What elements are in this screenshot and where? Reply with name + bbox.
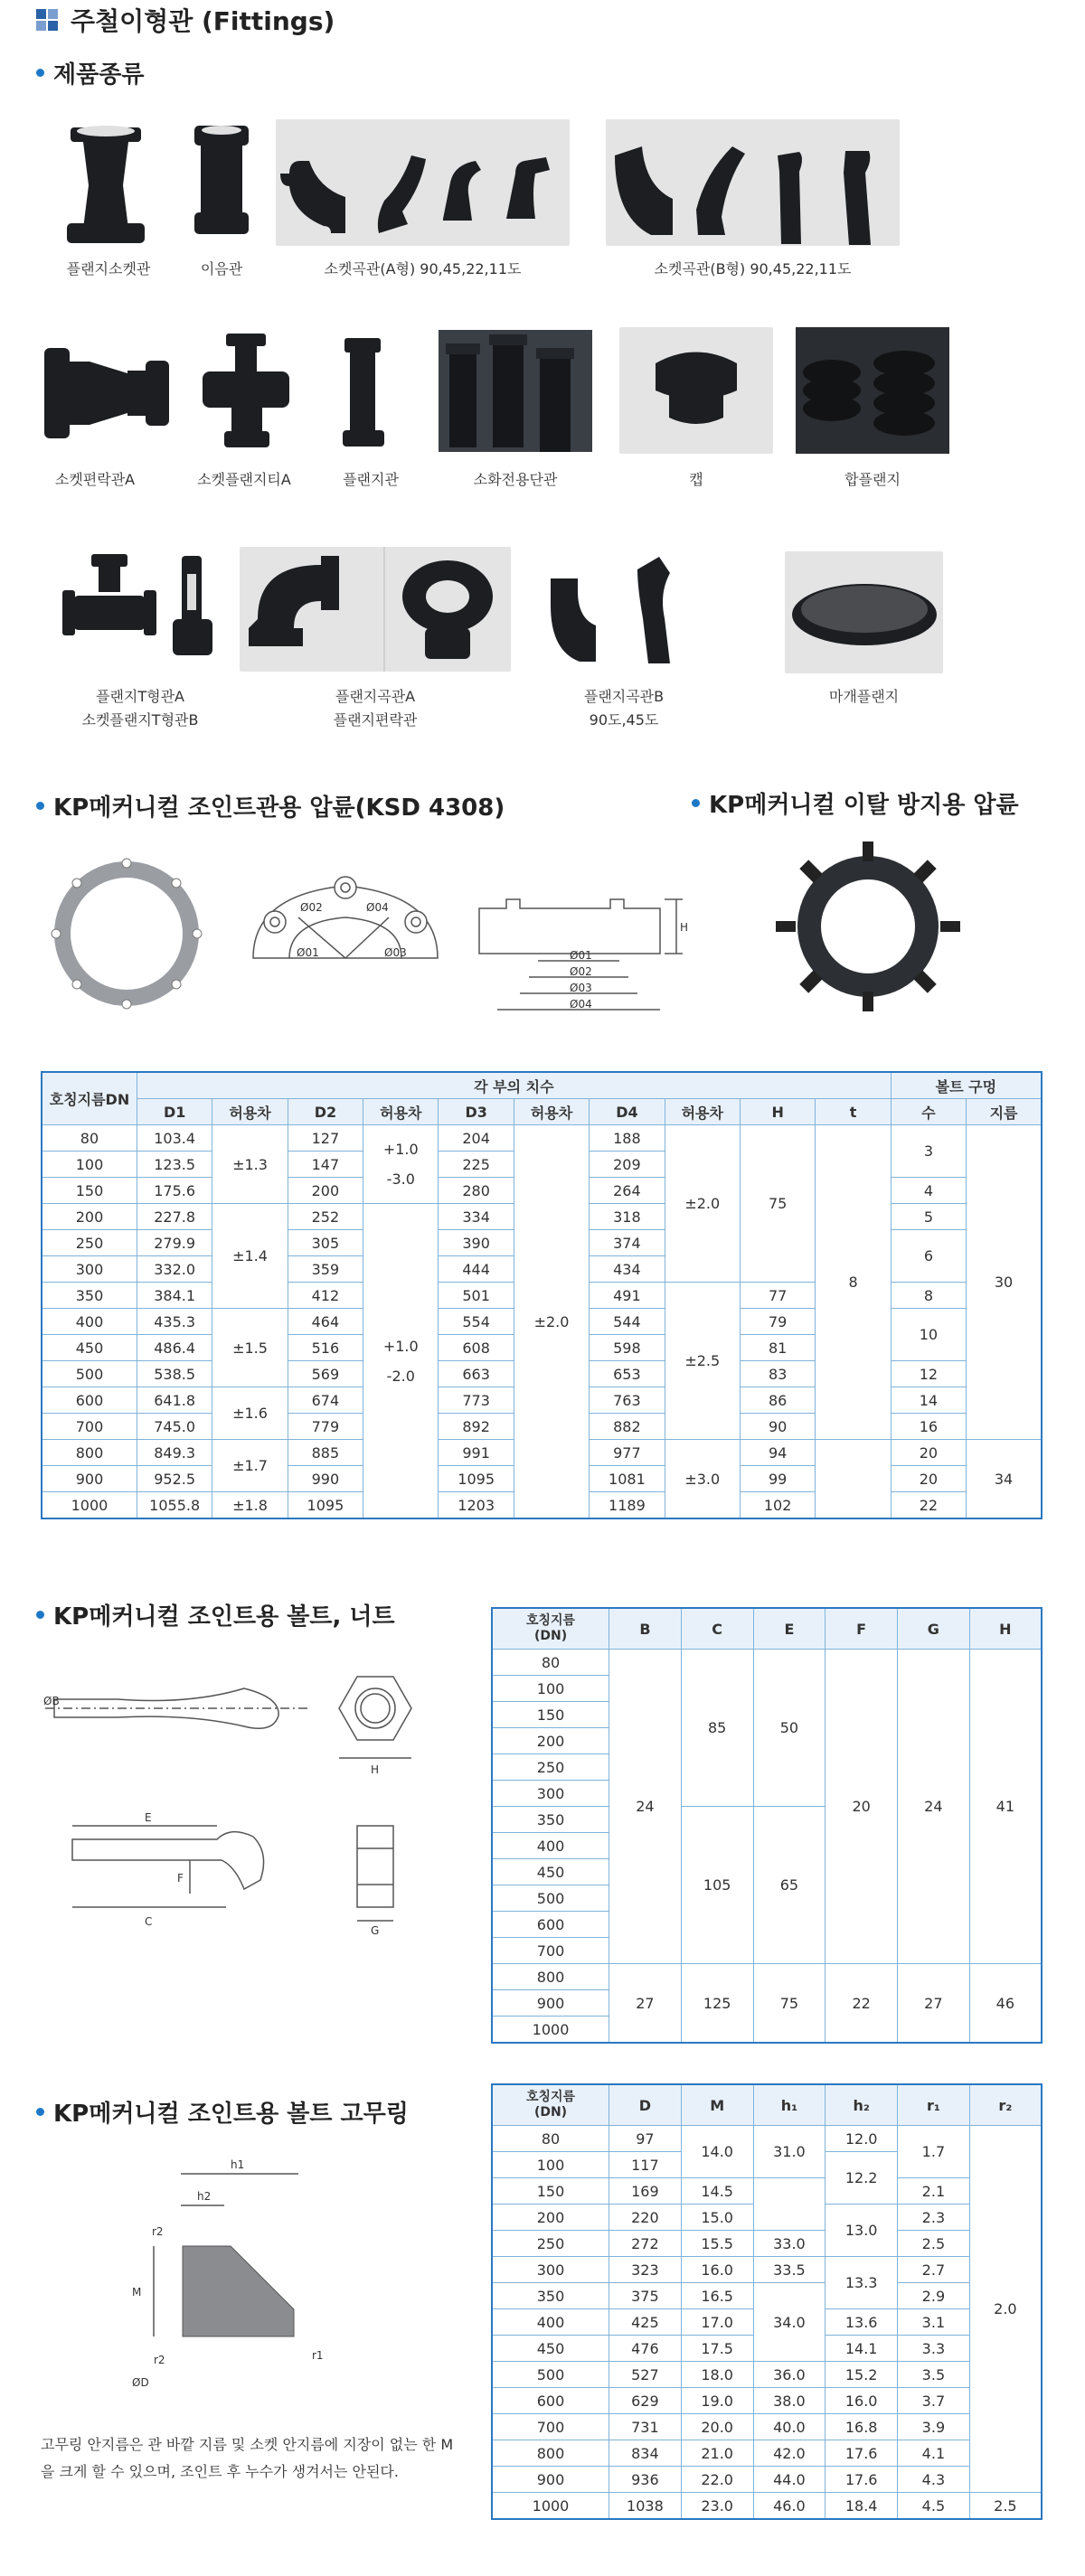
gland-plan-drawing	[244, 868, 448, 967]
section-bolt-title: KP메커니컬 조인트용 볼트, 너트	[36, 1598, 395, 1631]
svg-text:ØB: ØB	[43, 1695, 60, 1707]
table-row: 250	[492, 1754, 1042, 1781]
table-row: 900	[492, 1990, 1042, 2017]
col-header: F	[826, 1608, 898, 1650]
product-image-cap	[619, 327, 773, 454]
product-caption: 소화전용단관	[473, 471, 558, 488]
page-title	[36, 2, 335, 38]
bullet-icon	[36, 802, 44, 810]
svg-text:Ø04: Ø04	[570, 998, 592, 1011]
svg-text:h1: h1	[231, 2158, 245, 2171]
svg-text:h2: h2	[197, 2190, 212, 2203]
svg-text:E: E	[145, 1811, 152, 1824]
svg-text:r2: r2	[152, 2225, 164, 2238]
col-header: E	[753, 1608, 826, 1650]
col-header: D2	[288, 1099, 363, 1125]
svg-text:r1: r1	[312, 2349, 324, 2362]
product-caption: 이음관	[200, 260, 243, 277]
product-caption: 소켓편락관A	[54, 471, 136, 488]
col-header: h₂	[826, 2084, 898, 2126]
product-image-flange-tee	[59, 547, 222, 664]
table-row: 450	[492, 1859, 1042, 1885]
product-image-flange-bend-b	[547, 551, 701, 669]
product-caption: 플랜지곡관B 90도,45도	[583, 688, 665, 729]
product-image-flange-socket	[63, 122, 149, 249]
product-caption: 소켓곡관(A형) 90,45,22,11도	[324, 260, 522, 277]
table-row: 150 175.6 200 280 264 4	[42, 1178, 1042, 1204]
section-gland2-title: KP메커니컬 이탈 방지용 압륜	[692, 786, 1019, 820]
gland-section-drawing	[470, 881, 696, 1030]
col-header: h₁	[753, 2084, 826, 2126]
table-row: 600	[492, 1912, 1042, 1938]
product-caption: 마개플랜지	[828, 688, 900, 705]
svg-text:Ø02: Ø02	[300, 901, 323, 914]
ring-note: 고무링 안지름은 관 바깥 지름 및 소켓 안지름에 지장이 없는 한 M을 크게 할 수 있으며, 조인트 후 누수가 생겨서는 안된다.	[41, 2436, 454, 2480]
svg-text:G: G	[371, 1924, 380, 1937]
col-header: 허용차	[514, 1099, 589, 1125]
table-row: 100 117 12.2	[492, 2152, 1042, 2178]
col-header: B	[609, 1608, 682, 1650]
restraint-gland-image	[769, 836, 967, 1017]
title-grid-icon	[36, 9, 58, 31]
col-header: r₁	[898, 2084, 970, 2126]
rubber-ring-drawing	[118, 2147, 371, 2389]
product-caption: 플랜지곡관A 플랜지편락관	[333, 688, 418, 729]
col-header: r₂	[969, 2084, 1042, 2126]
bullet-icon	[36, 1611, 44, 1619]
svg-text:C: C	[145, 1915, 153, 1928]
product-image-socket-flange-tee	[199, 330, 298, 452]
table-row: 80 103.4 ±1.3 127 +1.0 -3.0 204 ±2.0 188 ±2.0 75 8 3 30	[42, 1125, 1042, 1152]
table-row: 300 323 16.0 33.5 13.3 2.7	[492, 2257, 1042, 2283]
product-caption: 플랜지관	[343, 471, 399, 488]
table-row: 600 641.8 ±1.6 674 773 763 86 14	[42, 1387, 1042, 1414]
product-image-coupling	[190, 122, 253, 240]
table-row: 900 952.5 990 1095 1081 99 20	[42, 1466, 1042, 1492]
svg-text:Ø04: Ø04	[366, 901, 389, 914]
table-row: 800 834 21.0 42.0 17.6 4.1	[492, 2440, 1042, 2467]
table-row: 1000 1038 23.0 46.0 18.4 4.5 2.5	[492, 2493, 1042, 2520]
bullet-icon	[36, 2108, 44, 2116]
product-image-socket-bend-a	[276, 119, 570, 246]
table-row: 400 425 17.0 13.6 3.1	[492, 2309, 1042, 2336]
product-image-hydrant-pipe	[439, 330, 592, 452]
table-row: 300 332.0 359 444 434	[42, 1256, 1042, 1283]
svg-text:Ø03: Ø03	[570, 982, 592, 994]
svg-text:F: F	[177, 1872, 184, 1885]
product-image-companion-flange	[796, 327, 949, 454]
col-header: M	[681, 2084, 753, 2126]
table-row: 600 629 19.0 38.0 16.0 3.7	[492, 2388, 1042, 2414]
col-header: t	[816, 1099, 891, 1125]
col-header: D4	[590, 1099, 665, 1125]
gland-dimension-table	[41, 1071, 1043, 1519]
col-header: D1	[137, 1099, 212, 1125]
table-row: 200 227.8 ±1.4 252 +1.0 -2.0 334 318 5	[42, 1204, 1042, 1230]
table-row: 400	[492, 1833, 1042, 1859]
table-row: 80 24 85 50 20 24 41	[492, 1650, 1042, 1676]
table-row: 150	[492, 1702, 1042, 1728]
section-products-title: 제품종류	[36, 56, 144, 89]
bolt-dimension-table	[491, 1607, 1043, 2044]
ring-dimension-table	[491, 2083, 1043, 2520]
product-image-flange-bend-reducer	[240, 547, 511, 672]
col-header: 지름	[967, 1099, 1042, 1125]
table-row: 200	[492, 1728, 1042, 1754]
table-row: 700	[492, 1938, 1042, 1964]
table-row: 1000 1055.8 ±1.8 1095 1203 1189 102 22	[42, 1492, 1042, 1519]
table-row: 700 731 20.0 40.0 16.8 3.9	[492, 2414, 1042, 2440]
svg-text:Ø03: Ø03	[384, 946, 407, 959]
svg-text:Ø02: Ø02	[570, 965, 592, 978]
svg-text:Ø01: Ø01	[570, 949, 592, 962]
bullet-icon	[36, 69, 44, 77]
table-row: 80 97 14.0 31.0 12.0 1.7 2.0	[492, 2126, 1042, 2152]
col-header: C	[681, 1608, 753, 1650]
table-row: 300	[492, 1781, 1042, 1807]
table-row: 200 220 15.0 13.0 2.3	[492, 2205, 1042, 2231]
col-header: 각 부의 치수	[137, 1072, 891, 1099]
col-header: 볼트 구멍	[891, 1072, 1042, 1099]
col-header: G	[898, 1608, 970, 1650]
svg-text:H: H	[680, 921, 689, 934]
table-row: 800 849.3 ±1.7 885 991 977 ±3.0 94 20 34	[42, 1440, 1042, 1466]
product-image-socket-reducer	[41, 339, 176, 447]
col-header: H	[740, 1099, 815, 1125]
section-ring-title: KP메커니컬 조인트용 볼트 고무링	[36, 2095, 409, 2129]
table-row: 150 169 14.5 2.1	[492, 2178, 1042, 2205]
bolt-drawing	[36, 1663, 470, 1943]
table-row: 800 27 125 75 22 27 46	[492, 1964, 1042, 1990]
product-caption: 합플랜지	[844, 471, 901, 488]
bullet-icon	[692, 799, 700, 807]
table-row: 450 486.4 516 608 598 81	[42, 1335, 1042, 1361]
table-row: 100 123.5 147 225 209	[42, 1152, 1042, 1178]
table-row: 500 527 18.0 36.0 15.2 3.5	[492, 2362, 1042, 2388]
product-caption: 플랜지T형관A 소켓플랜지T형관B	[81, 688, 199, 729]
col-header: 허용차	[212, 1099, 288, 1125]
col-header: 호칭지름DN	[42, 1072, 137, 1125]
svg-text:M: M	[132, 2286, 142, 2299]
section-gland-title: KP메커니컬 조인트관용 압륜(KSD 4308)	[36, 789, 505, 823]
table-row: 100	[492, 1676, 1042, 1702]
table-row: 500	[492, 1885, 1042, 1912]
col-header: 수	[891, 1099, 966, 1125]
table-row: 450 476 17.5 14.1 3.3	[492, 2336, 1042, 2362]
table-row: 350 384.1 412 501 491 ±2.5 77 8	[42, 1283, 1042, 1309]
svg-text:r2: r2	[154, 2354, 165, 2366]
table-row: 350 375 16.5 34.0 2.9	[492, 2283, 1042, 2309]
table-row: 250 272 15.5 33.0 2.5	[492, 2231, 1042, 2257]
col-header: 호칭지름 (DN)	[492, 1608, 609, 1650]
col-header: D	[609, 2084, 682, 2126]
gland-ring-drawing	[36, 854, 217, 1012]
table-row: 500 538.5 569 663 653 83 12	[42, 1361, 1042, 1387]
page-title-text: 주철이형관 (Fittings)	[71, 6, 335, 36]
table-row: 250 279.9 305 390 374 6	[42, 1230, 1042, 1256]
svg-text:ØD: ØD	[132, 2376, 149, 2389]
product-image-blind-flange	[785, 551, 943, 673]
product-image-flange-pipe	[339, 334, 389, 452]
product-caption: 플랜지소켓관	[66, 260, 151, 277]
table-row: 700 745.0 779 892 882 90 16	[42, 1414, 1042, 1440]
table-row: 350 105 65	[492, 1807, 1042, 1833]
product-caption: 소켓플랜지티A	[197, 471, 291, 488]
col-header: H	[969, 1608, 1042, 1650]
col-header: D3	[439, 1099, 514, 1125]
col-header: 허용차	[363, 1099, 439, 1125]
col-header: 호칭지름 (DN)	[492, 2084, 609, 2126]
col-header: 허용차	[665, 1099, 740, 1125]
table-row: 900 936 22.0 44.0 17.6 4.3	[492, 2467, 1042, 2493]
svg-text:H: H	[371, 1763, 380, 1776]
product-caption: 캡	[689, 471, 703, 488]
svg-text:Ø01: Ø01	[297, 946, 319, 959]
product-image-socket-bend-b	[606, 119, 900, 246]
table-row: 1000	[492, 2017, 1042, 2044]
table-row: 400 435.3 ±1.5 464 554 544 79 10	[42, 1309, 1042, 1335]
product-caption: 소켓곡관(B형) 90,45,22,11도	[654, 260, 852, 277]
